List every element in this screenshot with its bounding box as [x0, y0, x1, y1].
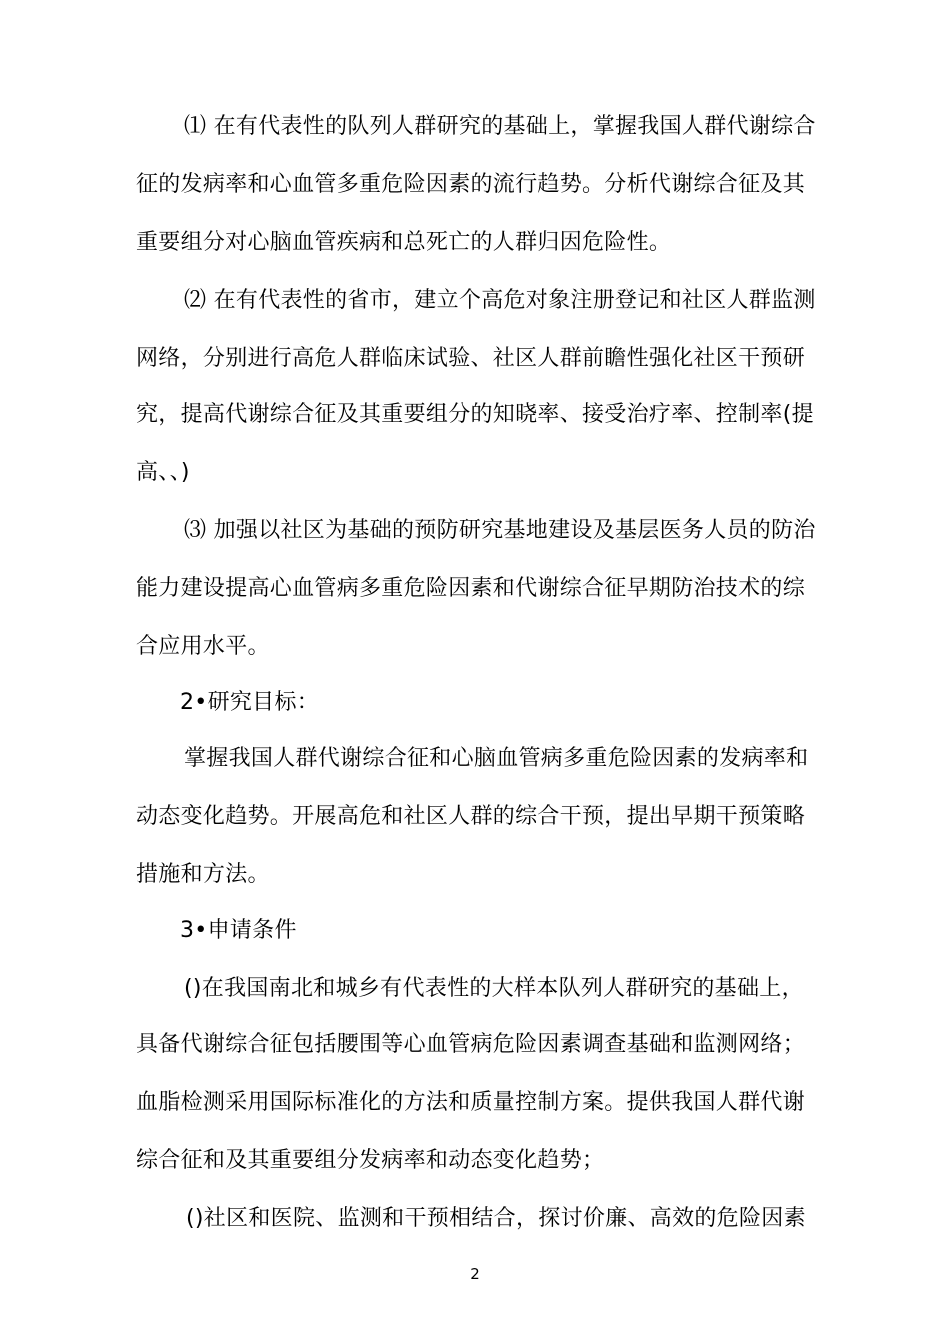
paragraph-3-line-2: 能力建设提高心血管病多重危险因素和代谢综合征早期防治技术的综 — [136, 576, 806, 601]
paragraph-1-line-2: 征的发病率和心血管多重危险因素的流行趋势。分析代谢综合征及其 — [136, 172, 806, 197]
paragraph-2-line-1: ⑵ 在有代表性的省市，建立个高危对象注册登记和社区人群监测 — [184, 288, 816, 313]
paragraph-6-line-1: ()社区和医院、监测和干预相结合，探讨价廉、高效的危险因素 — [186, 1206, 806, 1231]
paragraph-2-line-3: 究，提高代谢综合征及其重要组分的知晓率、接受治疗率、控制率(提 — [136, 402, 814, 427]
paragraph-4-line-1: 掌握我国人群代谢综合征和心脑血管病多重危险因素的发病率和 — [184, 746, 809, 771]
paragraph-1-line-1: ⑴ 在有代表性的队列人群研究的基础上，掌握我国人群代谢综合 — [184, 114, 816, 139]
paragraph-5-line-3: 血脂检测采用国际标准化的方法和质量控制方案。提供我国人群代谢 — [136, 1090, 806, 1115]
section-heading-research-goals: 2•研究目标： — [180, 690, 320, 715]
section-heading-application-conditions: 3•申请条件 — [180, 918, 297, 943]
paragraph-4-line-3: 措施和方法。 — [136, 862, 270, 887]
paragraph-5-line-1: ()在我国南北和城乡有代表性的大样本队列人群研究的基础上， — [184, 976, 804, 1001]
paragraph-5-line-4: 综合征和及其重要组分发病率和动态变化趋势； — [136, 1148, 605, 1173]
page-number: 2 — [470, 1265, 480, 1283]
paragraph-3-line-3: 合应用水平。 — [136, 634, 270, 659]
paragraph-3-line-1: ⑶ 加强以社区为基础的预防研究基地建设及基层医务人员的防治 — [184, 518, 816, 543]
paragraph-2-line-2: 网络，分别进行高危人群临床试验、社区人群前瞻性强化社区干预研 — [136, 346, 806, 371]
paragraph-1-line-3: 重要组分对心脑血管疾病和总死亡的人群归因危险性。 — [136, 230, 672, 255]
paragraph-2-line-4: 高、、) — [136, 460, 190, 485]
paragraph-4-line-2: 动态变化趋势。开展高危和社区人群的综合干预，提出早期干预策略 — [136, 804, 806, 829]
paragraph-5-line-2: 具备代谢综合征包括腰围等心血管病危险因素调查基础和监测网络； — [136, 1032, 806, 1057]
